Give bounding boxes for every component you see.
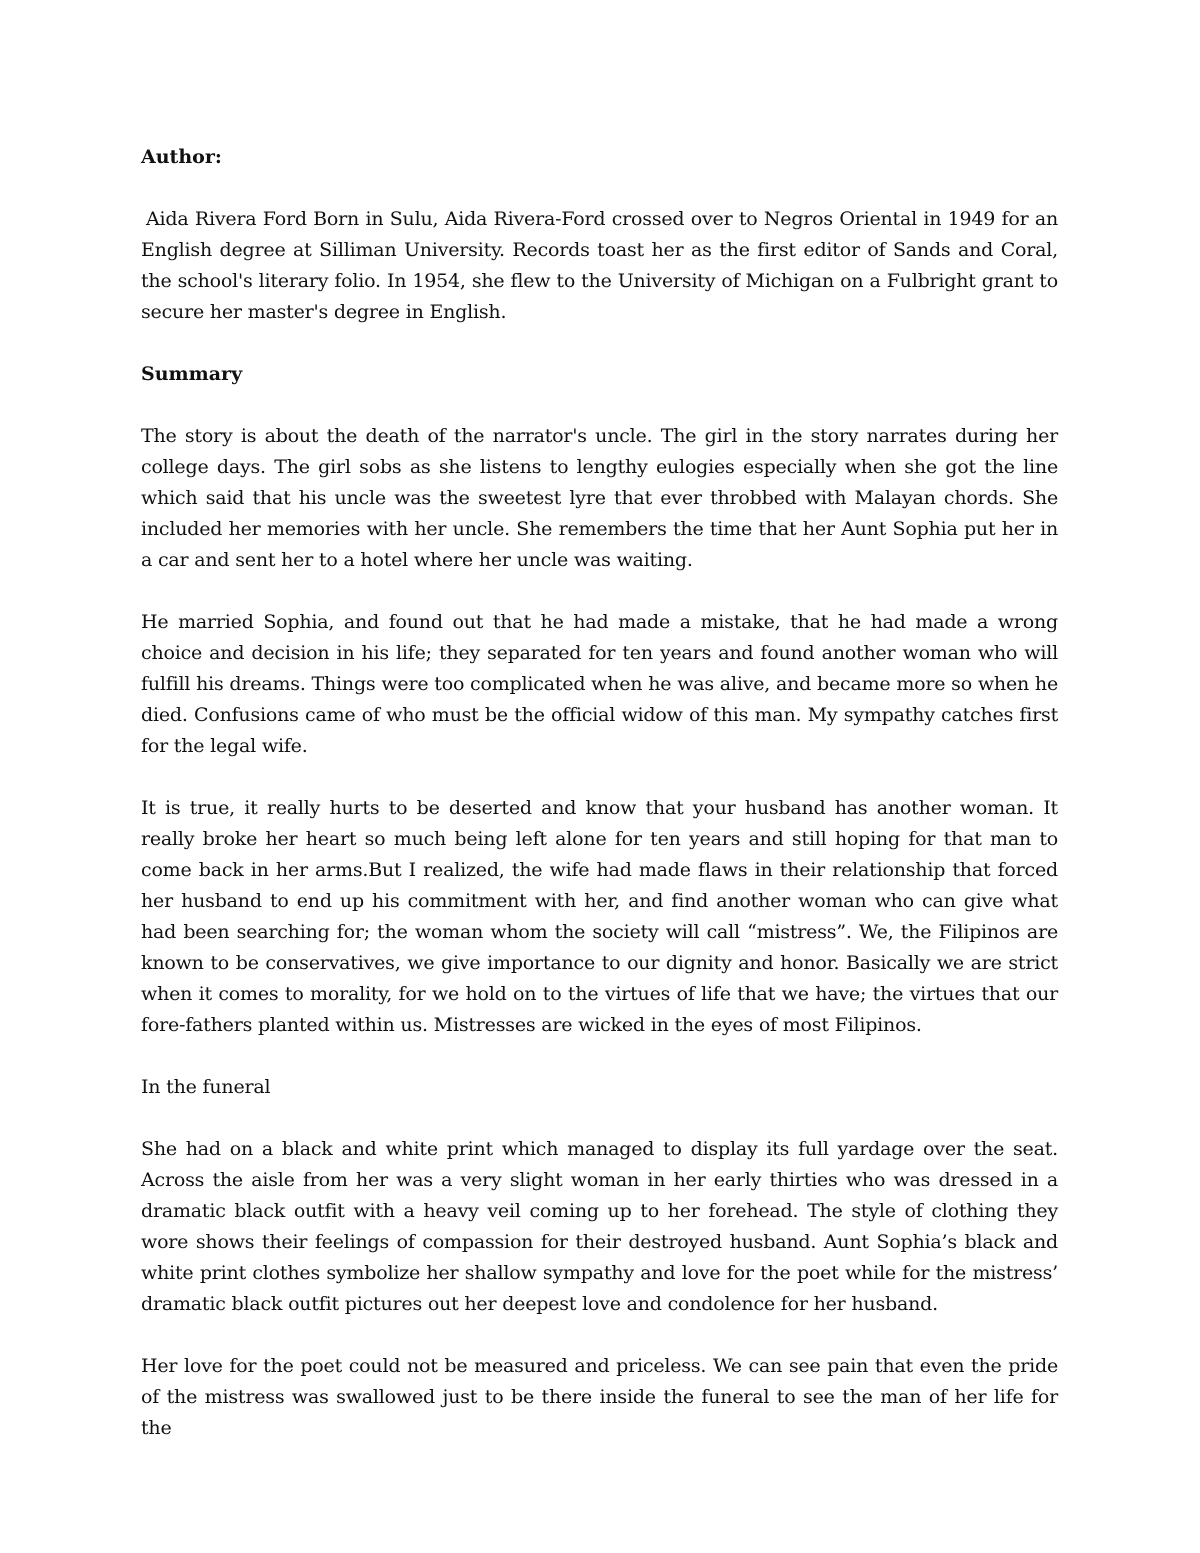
- funeral-paragraph-1: She had on a black and white print which managed to display its full yardage over the seat. Across the aisle from her was a very slight woman in her early thirties who was dressed in a dramatic black outfit with a heavy veil coming up to her forehead. The style of clothing they wore shows their feelings of compassion for their destroyed husband. Aunt Sophia’s black and white print clothes symbolize her shallow sympathy and love for the poet while for the mistress’ dramatic black outfit pictures out her deepest love and condolence for her husband.: [141, 1138, 1058, 1315]
- summary-paragraph-1: The story is about the death of the narrator's uncle. The girl in the story narrates during her college days. The girl sobs as she listens to lengthy eulogies especially when she got the line which said that his uncle was the sweetest lyre that ever throbbed with Malayan chords. She included her memories with her uncle. She remembers the time that her Aunt Sophia put her in a car and sent her to a hotel where her uncle was waiting.: [141, 425, 1058, 571]
- author-heading: Author:: [141, 146, 222, 168]
- document-page: [141, 142, 1058, 1444]
- author-paragraph: Aida Rivera Ford Born in Sulu, Aida Rivera-Ford crossed over to Negros Oriental in 1949 for an English degree at Silliman University. Records toast her as the first editor of Sands and Coral, the school's literary folio. In 1954, she flew to the University of Michigan on a Fulbright grant to secure her master's degree in English.: [141, 208, 1058, 323]
- summary-heading: Summary: [141, 363, 243, 385]
- funeral-heading: In the funeral: [141, 1076, 271, 1098]
- funeral-paragraph-2: Her love for the poet could not be measured and priceless. We can see pain that even the pride of the mistress was swallowed just to be there inside the funeral to see the man of her life for the: [141, 1355, 1058, 1439]
- summary-paragraph-3: It is true, it really hurts to be deserted and know that your husband has another woman. It really broke her heart so much being left alone for ten years and still hoping for that man to come back in her arms.But I realized, the wife had made flaws in their relationship that forced her husband to end up his commitment with her, and find another woman who can give what had been searching for; the woman whom the society will call “mistress”. We, the Filipinos are known to be conservatives, we give importance to our dignity and honor. Basically we are strict when it comes to morality, for we hold on to the virtues of life that we have; the virtues that our fore-fathers planted within us. Mistresses are wicked in the eyes of most Filipinos.: [141, 797, 1058, 1036]
- summary-paragraph-2: He married Sophia, and found out that he had made a mistake, that he had made a wrong choice and decision in his life; they separated for ten years and found another woman who will fulfill his dreams. Things were too complicated when he was alive, and became more so when he died. Confusions came of who must be the official widow of this man. My sympathy catches first for the legal wife.: [141, 611, 1058, 757]
